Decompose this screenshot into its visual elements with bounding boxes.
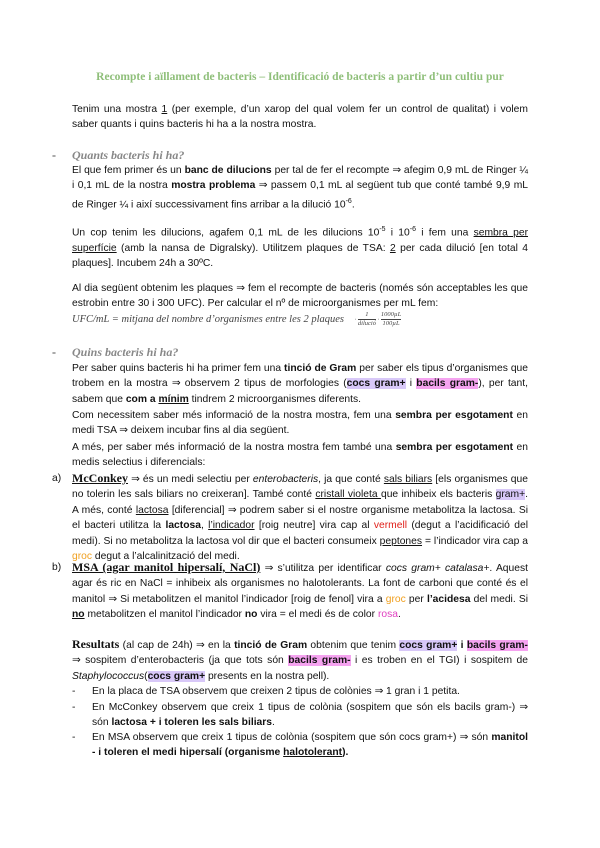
plating-paragraph: Un cop tenim les dilucions, agafem 0,1 mL de les dilucions $10^{-5}$ i $10^{-6}$ i fem una sembra per superfície (amb la nansa de Digralsky). Utilitzem plaques de TSA: 2 per cada dilució [en total 4 plaques]. Incubem 24h a 30ºC.	[72, 226, 529, 270]
results-paragraph: Resultats (al cap de 24h) ⇒ en la tinció de Gram obtenim que tenim cocs gram+ i bacils gram- ⇒ sospitem d’enterobacteris (ja que tots són bacils gram- i es troben en el TGI) i sospitem de Staphylococcus(cocs gram+ presents en la nostra pell).	[72, 637, 528, 682]
gram-stain-paragraph: Per saber quins bacteris hi ha primer fem una tinció de Gram per saber els tipus d’organismes que trobem en la mostra ⇒ observem 2 tipus de morfologies (cocs gram+ i bacils gram-), per tant, sabem que com a mínim tindrem 2 microorganismes diferents.	[72, 363, 529, 405]
section-heading-which: - Quins bacteris hi ha?	[52, 345, 179, 359]
dilution-paragraph: El que fem primer és un banc de dilucions per tal de fer el recompte ⇒ afegim 0,9 mL de Ringer ¼ i 0,1 mL de la nostra mostra problema ⇒ passem 0,1 mL al següent tub que conté també 9,9 mL de Ringer ¼ i així successivament fins arribar a la dilució $10^{-6}$.	[72, 165, 529, 211]
intro-paragraph: Tenim una mostra 1 (per exemple, d’un xarop del qual volem fer un control de qualitat) i volem saber quants i quins bacteris hi ha a la nostra mostra.	[72, 104, 528, 131]
tsa-paragraph: Com necessitem saber més informació de la nostra mostra, fem una sembra per esgotament en medi TSA ⇒ deixem incubar fins al dia següent.	[72, 410, 528, 437]
ufc-formula: UFC/mL = mitjana del nombre d’organismes entre les 2 plaques · 1 dilució · 1000µL 100µL	[72, 311, 402, 327]
document-title: Recompte i aïllament de bacteris – Identificació de bacteris a partir d’un cultiu pur	[96, 71, 504, 83]
section-heading-how-many: - Quants bacteris hi ha?	[52, 148, 185, 162]
selective-media-paragraph: A més, per saber més informació de la nostra mostra fem també una sembra per esgotament en medis selectius i diferencials:	[72, 442, 528, 469]
count-paragraph: Al dia següent obtenim les plaques ⇒ fem el recompte de bacteris (només són acceptables les que estrobin entre 30 i 300 UFC). Per calcular el nº de microorganismes per mL fem:	[72, 283, 528, 310]
document-page: Recompte i aïllament de bacteris – Identificació de bacteris a partir d’un cultiu pur Tenim una mostra 1 (per exemple, d’un xarop del qual volem fer un control de qualitat) i volem saber quants i quins bacteris hi ha a la nostra mostra. - Quants bacteris hi ha? El que fem primer és un banc de dilucions per tal de fer el recompte ⇒ afegim 0,9 mL de Ringer ¼ i 0,1 mL de la nostra mostra problema ⇒ passem 0,1 mL al següent tub que conté també 9,9 mL de Ringer ¼ i així successivament fins arribar a la dilució $10^{-6}$. Un cop tenim les dilucions, agafem 0,1 mL de les dilucions $10^{-5}$ i $10^{-6}$ i fem una sembra per superfície (amb la nansa de Digralsky). Utilitzem plaques de TSA: 2 per cada dilució [en total 4 plaques]. Incubem 24h a 30ºC. Al dia següent obtenim les plaques ⇒ fem el recompte de bacteris (només són acceptables les que estrobin entre 30 i 300 UFC). Per calcular el nº de microorganismes per mL fem: UFC/mL = mitjana del nombre d’organismes entre les 2 plaques · 1 dilució · 1000µL 100µL - Quins bacteris hi ha? Per saber quins bacteris hi ha primer fem una tinció de Gram per saber els tipus d’organismes que trobem en la mostra ⇒ observem 2 tipus de morfologies (cocs gram+ i bacils gram-), per tant, sabem que com a mínim tindrem 2 microorganismes diferents. Com necessitem saber més informació de la nostra mostra, fem una sembra per esgotament en medi TSA ⇒ deixem incubar fins al dia següent. A més, per saber més informació de la nostra mostra fem també una sembra per esgotament en medis selectius i diferencials: a) McConkey ⇒ és un medi selectiu per enterobacteris, ja que conté sals biliars [els organismes que no tolerin les sals biliars no creixeran]. També conté cristall violeta que inhibeix els bacteris gram+. A més, conté lactosa [diferencial] ⇒ podrem saber si el nostre organisme metabolitza la lactosa. Si el bacteri utilitza la lactosa, l’indicador [roig neutre] vira cap al vermell (degut a l’acidificació del medi). Si no metabolitza la lactosa vol dir que el bacteri consumeix peptones = l’indicador vira cap a groc degut a l’alcalinització del medi. b) MSA (agar manitol hipersalí, NaCl) ⇒ s’utilitza per identificar cocs gram+ catalasa+. Aquest agar és ric en NaCl = inhibeix als organismes no halotolerants. La font de carboni que conté és el manitol ⇒ Si metabolitzen el manitol l’indicador [roig de fenol] vira a groc per l’acidesa del medi. Si no metabolitzen el manitol l’indicador no vira = el medi és de color rosa. Resultats (al cap de 24h) ⇒ en la tinció de Gram obtenim que tenim cocs gram+ i bacils gram- ⇒ sospitem d’enterobacteris (ja que tots són bacils gram- i es troben en el TGI) i sospitem de Staphylococcus(cocs gram+ presents en la nostra pell). - En la placa de TSA observem que creixen 2 tipus de colònies ⇒ 1 gran i 1 petita. - En McConkey observem que creix 1 tipus de colònia (sospitem que són els bacils gram-) ⇒ són lactosa + i toleren les sals biliars. - En MSA observem que creix 1 tipus de colònia (sospitem que són cocs gram+) ⇒ són manitol - i toleren el medi hipersalí (organisme halotolerant).	[0, 0, 600, 848]
